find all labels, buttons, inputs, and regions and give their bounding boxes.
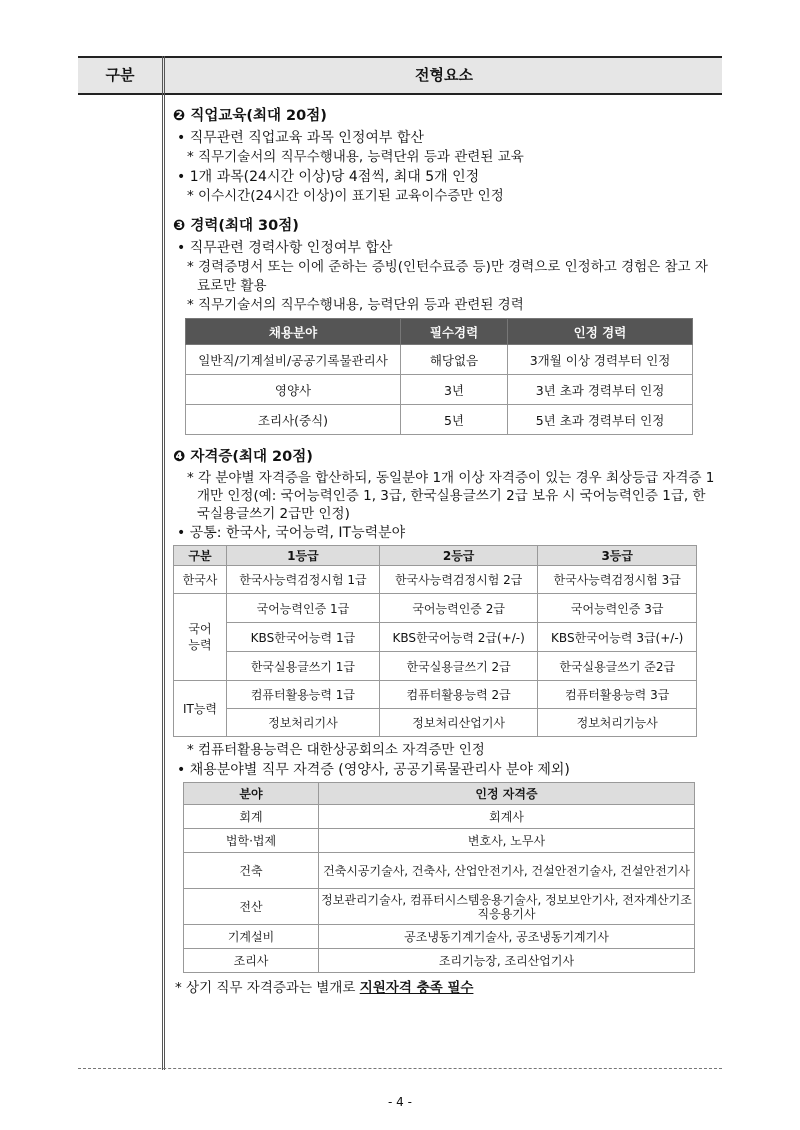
row-label: 한국사: [174, 566, 227, 594]
table-row: [184, 853, 695, 889]
bullet: • 직무관련 경력사항 인정여부 합산: [177, 240, 393, 256]
col-header: 인정 자격증: [319, 783, 695, 805]
cell: 3년: [401, 375, 508, 405]
cell: 법학·법제: [184, 829, 319, 853]
table-row: [174, 681, 697, 709]
bottom-border: [78, 1068, 722, 1069]
note-text: * 상기 직무 자격증과는 별개로: [175, 980, 360, 996]
document-page: [78, 56, 722, 1070]
col-header: 1등급: [227, 546, 380, 566]
cell: 5년: [401, 405, 508, 435]
section-3-title: ❸ 경력(최대 30점): [173, 218, 299, 234]
section-2-title: ❷ 직업교육(최대 20점): [173, 108, 327, 124]
table-row: [174, 709, 697, 737]
table-row: [174, 566, 697, 594]
table-row: [174, 594, 697, 623]
col-header: 채용분야: [186, 319, 401, 345]
common-cert-table: [173, 545, 697, 737]
table-row: [174, 652, 697, 681]
cell: KBS한국어능력 1급: [227, 623, 380, 652]
cell: KBS한국어능력 2급(+/-): [379, 623, 538, 652]
table-row: [186, 405, 693, 435]
cell: 컴퓨터활용능력 2급: [379, 681, 538, 709]
cell: 변호사, 노무사: [319, 829, 695, 853]
table-row: [184, 805, 695, 829]
cell: 한국사능력검정시험 1급: [227, 566, 380, 594]
cell: 한국실용글쓰기 준2급: [538, 652, 697, 681]
cell: 조리사: [184, 949, 319, 973]
table-header: [78, 56, 722, 95]
cell: 일반직/기계설비/공공기록물관리사: [186, 345, 401, 375]
job-cert-table: [183, 782, 695, 973]
table-row: [184, 829, 695, 853]
page-number: - 4 -: [388, 1095, 412, 1109]
content: [173, 100, 718, 998]
cell: 국어능력인증 3급: [538, 594, 697, 623]
note: * 직무기술서의 직무수행내용, 능력단위 등과 관련된 교육: [187, 149, 524, 165]
note: * 직무기술서의 직무수행내용, 능력단위 등과 관련된 경력: [187, 297, 524, 313]
row-label: 국어 능력: [174, 594, 227, 681]
required-emphasis: 지원자격 충족 필수: [359, 980, 474, 996]
cell: 건축: [184, 853, 319, 889]
col-header: 구분: [174, 546, 227, 566]
cell: 5년 초과 경력부터 인정: [508, 405, 693, 435]
cell: 한국사능력검정시험 2급: [379, 566, 538, 594]
bullet: • 채용분야별 직무 자격증 (영양사, 공공기록물관리사 분야 제외): [177, 762, 570, 778]
cell: 기계설비: [184, 925, 319, 949]
note: * 컴퓨터활용능력은 대한상공회의소 자격증만 인정: [187, 742, 485, 758]
col-header: 2등급: [379, 546, 538, 566]
bullet: • 1개 과목(24시간 이상)당 4점씩, 최대 5개 인정: [177, 169, 480, 185]
career-table: [185, 318, 693, 435]
cell: 한국실용글쓰기 2급: [379, 652, 538, 681]
cell: 공조냉동기계기술사, 공조냉동기계기사: [319, 925, 695, 949]
cell: 정보관리기술사, 컴퓨터시스템응용기술사, 정보보안기사, 전자계산기조직응용기사: [319, 889, 695, 925]
cell: 3년 초과 경력부터 인정: [508, 375, 693, 405]
cell: 조리사(중식): [186, 405, 401, 435]
cell: 한국실용글쓰기 1급: [227, 652, 380, 681]
section-4-title: ❹ 자격증(최대 20점): [173, 449, 313, 465]
note: * 이수시간(24시간 이상)이 표기된 교육이수증만 인정: [187, 188, 504, 204]
cell: 컴퓨터활용능력 1급: [227, 681, 380, 709]
cell: 영양사: [186, 375, 401, 405]
cell: 조리기능장, 조리산업기사: [319, 949, 695, 973]
cell: 전산: [184, 889, 319, 925]
table-row: [186, 345, 693, 375]
cell: 국어능력인증 2급: [379, 594, 538, 623]
col-header: 필수경력: [401, 319, 508, 345]
cell: 회계사: [319, 805, 695, 829]
bullet: • 공통: 한국사, 국어능력, IT능력분야: [177, 525, 406, 541]
note: [173, 979, 718, 998]
cell: 3개월 이상 경력부터 인정: [508, 345, 693, 375]
cell: 해당없음: [401, 345, 508, 375]
note: * 각 분야별 자격증을 합산하되, 동일분야 1개 이상 자격증이 있는 경우 최상등급 자격증 1개만 인정(예: 국어능력인증 1, 3급, 한국실용글쓰기 2급 보유 시 국어능력인증 1급, 한국실용글쓰기 2급만 인정): [187, 470, 715, 522]
col-header: 3등급: [538, 546, 697, 566]
table-row: [174, 623, 697, 652]
note: * 경력증명서 또는 이에 준하는 증빙(인턴수료증 등)만 경력으로 인정하고 경험은 참고 자료로만 활용: [187, 259, 708, 294]
cell: 컴퓨터활용능력 3급: [538, 681, 697, 709]
table-row: [186, 375, 693, 405]
header-category: 구분: [105, 66, 135, 84]
row-label: IT능력: [174, 681, 227, 737]
cell: 회계: [184, 805, 319, 829]
column-divider: [162, 56, 165, 1070]
table-row: [184, 889, 695, 925]
cell: 정보처리산업기사: [379, 709, 538, 737]
cell: 정보처리기사: [227, 709, 380, 737]
cell: 국어능력인증 1급: [227, 594, 380, 623]
col-header: 인정 경력: [508, 319, 693, 345]
table-row: [184, 949, 695, 973]
header-elements: 전형요소: [415, 66, 473, 84]
table-row: [184, 925, 695, 949]
cell: 건축시공기술사, 건축사, 산업안전기사, 건설안전기술사, 건설안전기사: [319, 853, 695, 889]
bullet: • 직무관련 직업교육 과목 인정여부 합산: [177, 130, 424, 146]
cell: 한국사능력검정시험 3급: [538, 566, 697, 594]
cell: KBS한국어능력 3급(+/-): [538, 623, 697, 652]
cell: 정보처리기능사: [538, 709, 697, 737]
col-header: 분야: [184, 783, 319, 805]
